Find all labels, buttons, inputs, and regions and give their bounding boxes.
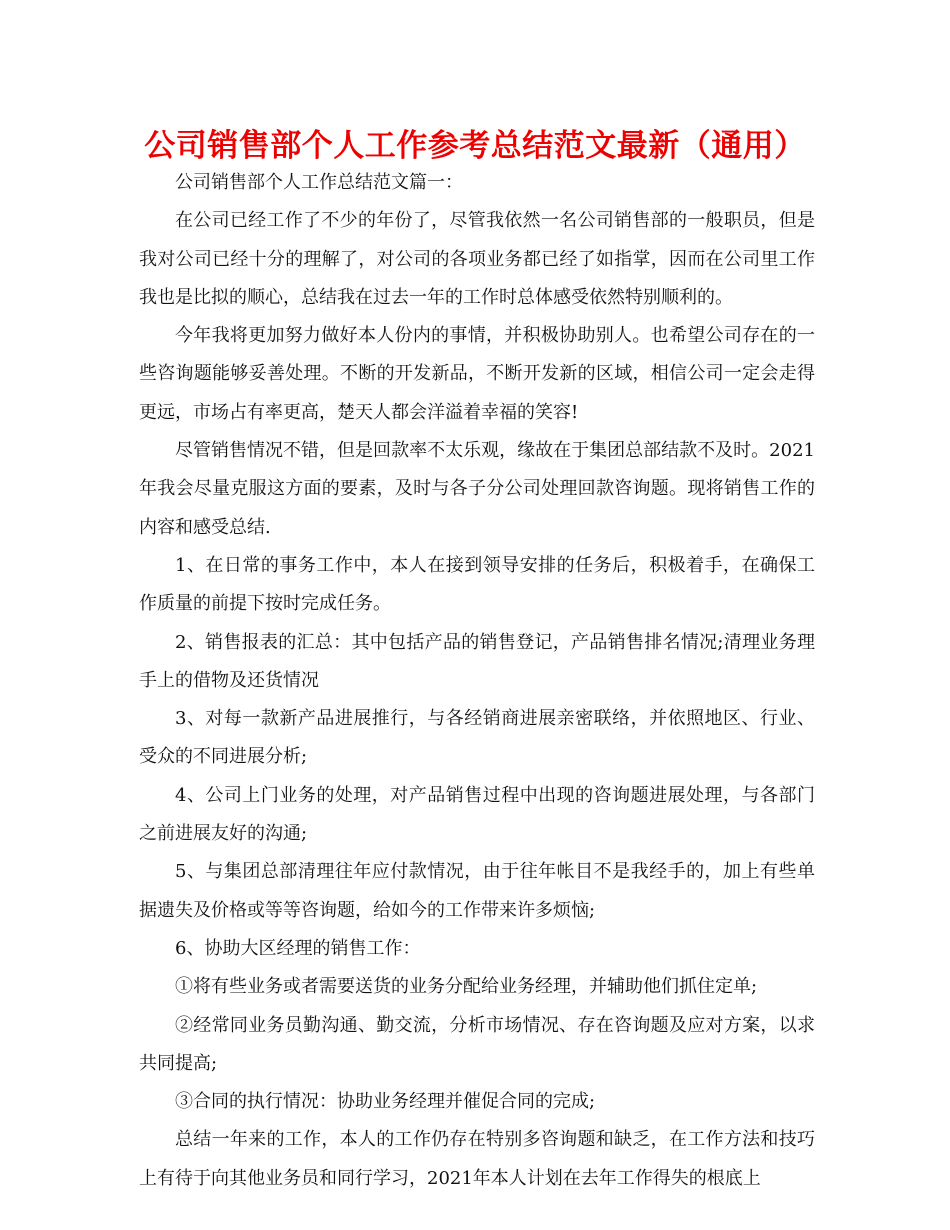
list-item: 6、协助大区经理的销售工作： — [175, 937, 421, 959]
paragraph: 在公司已经工作了不少的年份了，尽管我依然一名公司销售部的一般职员，但是我对公司已经十分的理解了，对公司的各项业务都已经了如指掌，因而在公司里工作我也是比拟的顺心，总结我在过去一年的工作时总体感受依然特别顺利的。 — [139, 210, 815, 308]
document-title: 公司销售部个人工作参考总结范文最新（通用） — [144, 128, 806, 164]
paragraph-intro: 公司销售部个人工作总结范文篇一： — [175, 172, 463, 193]
list-item: 4、公司上门业务的处理，对产品销售过程中出现的咨询题进展处理，与各部门之前进展友好的沟通; — [139, 784, 815, 845]
list-item: 5、与集团总部清理往年应付款情况，由于往年帐目不是我经手的，加上有些单据遗失及价格或等等咨询题，给如今的工作带来许多烦恼; — [139, 861, 815, 921]
sub-list-item: ②经常同业务员勤沟通、勤交流，分析市场情况、存在咨询题及应对方案，以求共同提高; — [139, 1014, 815, 1074]
paragraph-summary: 总结一年来的工作，本人的工作仍存在特别多咨询题和缺乏，在工作方法和技巧上有待于向其他业务员和同行学习，2021年本人计划在去年工作得失的根底上 — [139, 1129, 815, 1189]
sub-list-item: ③合同的执行情况：协助业务经理并催促合同的完成; — [175, 1091, 596, 1113]
paragraph: 尽管销售情况不错，但是回款率不太乐观，缘故在于集团总部结款不及时。2021年我会尽量克服这方面的要素，及时与各子分公司处理回款咨询题。现将销售工作的内容和感受总结. — [139, 440, 815, 538]
paragraph: 今年我将更加努力做好本人份内的事情，并积极协助别人。也希望公司存在的一些咨询题能够妥善处理。不断的开发新品，不断开发新的区域，相信公司一定会走得更远，市场占有率更高，楚天人都会洋溢着幸福的笑容! — [139, 325, 815, 423]
list-item: 2、销售报表的汇总：其中包括产品的销售登记，产品销售排名情况;清理业务理手上的借物及还货情况 — [139, 631, 815, 691]
list-item: 3、对每一款新产品进展推行，与各经销商进展亲密联络，并依照地区、行业、受众的不同进展分析; — [139, 708, 815, 768]
sub-list-item: ①将有些业务或者需要送货的业务分配给业务经理，并辅助他们抓住定单; — [175, 976, 758, 998]
list-item: 1、在日常的事务工作中，本人在接到领导安排的任务后，积极着手，在确保工作质量的前提下按时完成任务。 — [139, 554, 815, 615]
document-body — [139, 164, 815, 1198]
